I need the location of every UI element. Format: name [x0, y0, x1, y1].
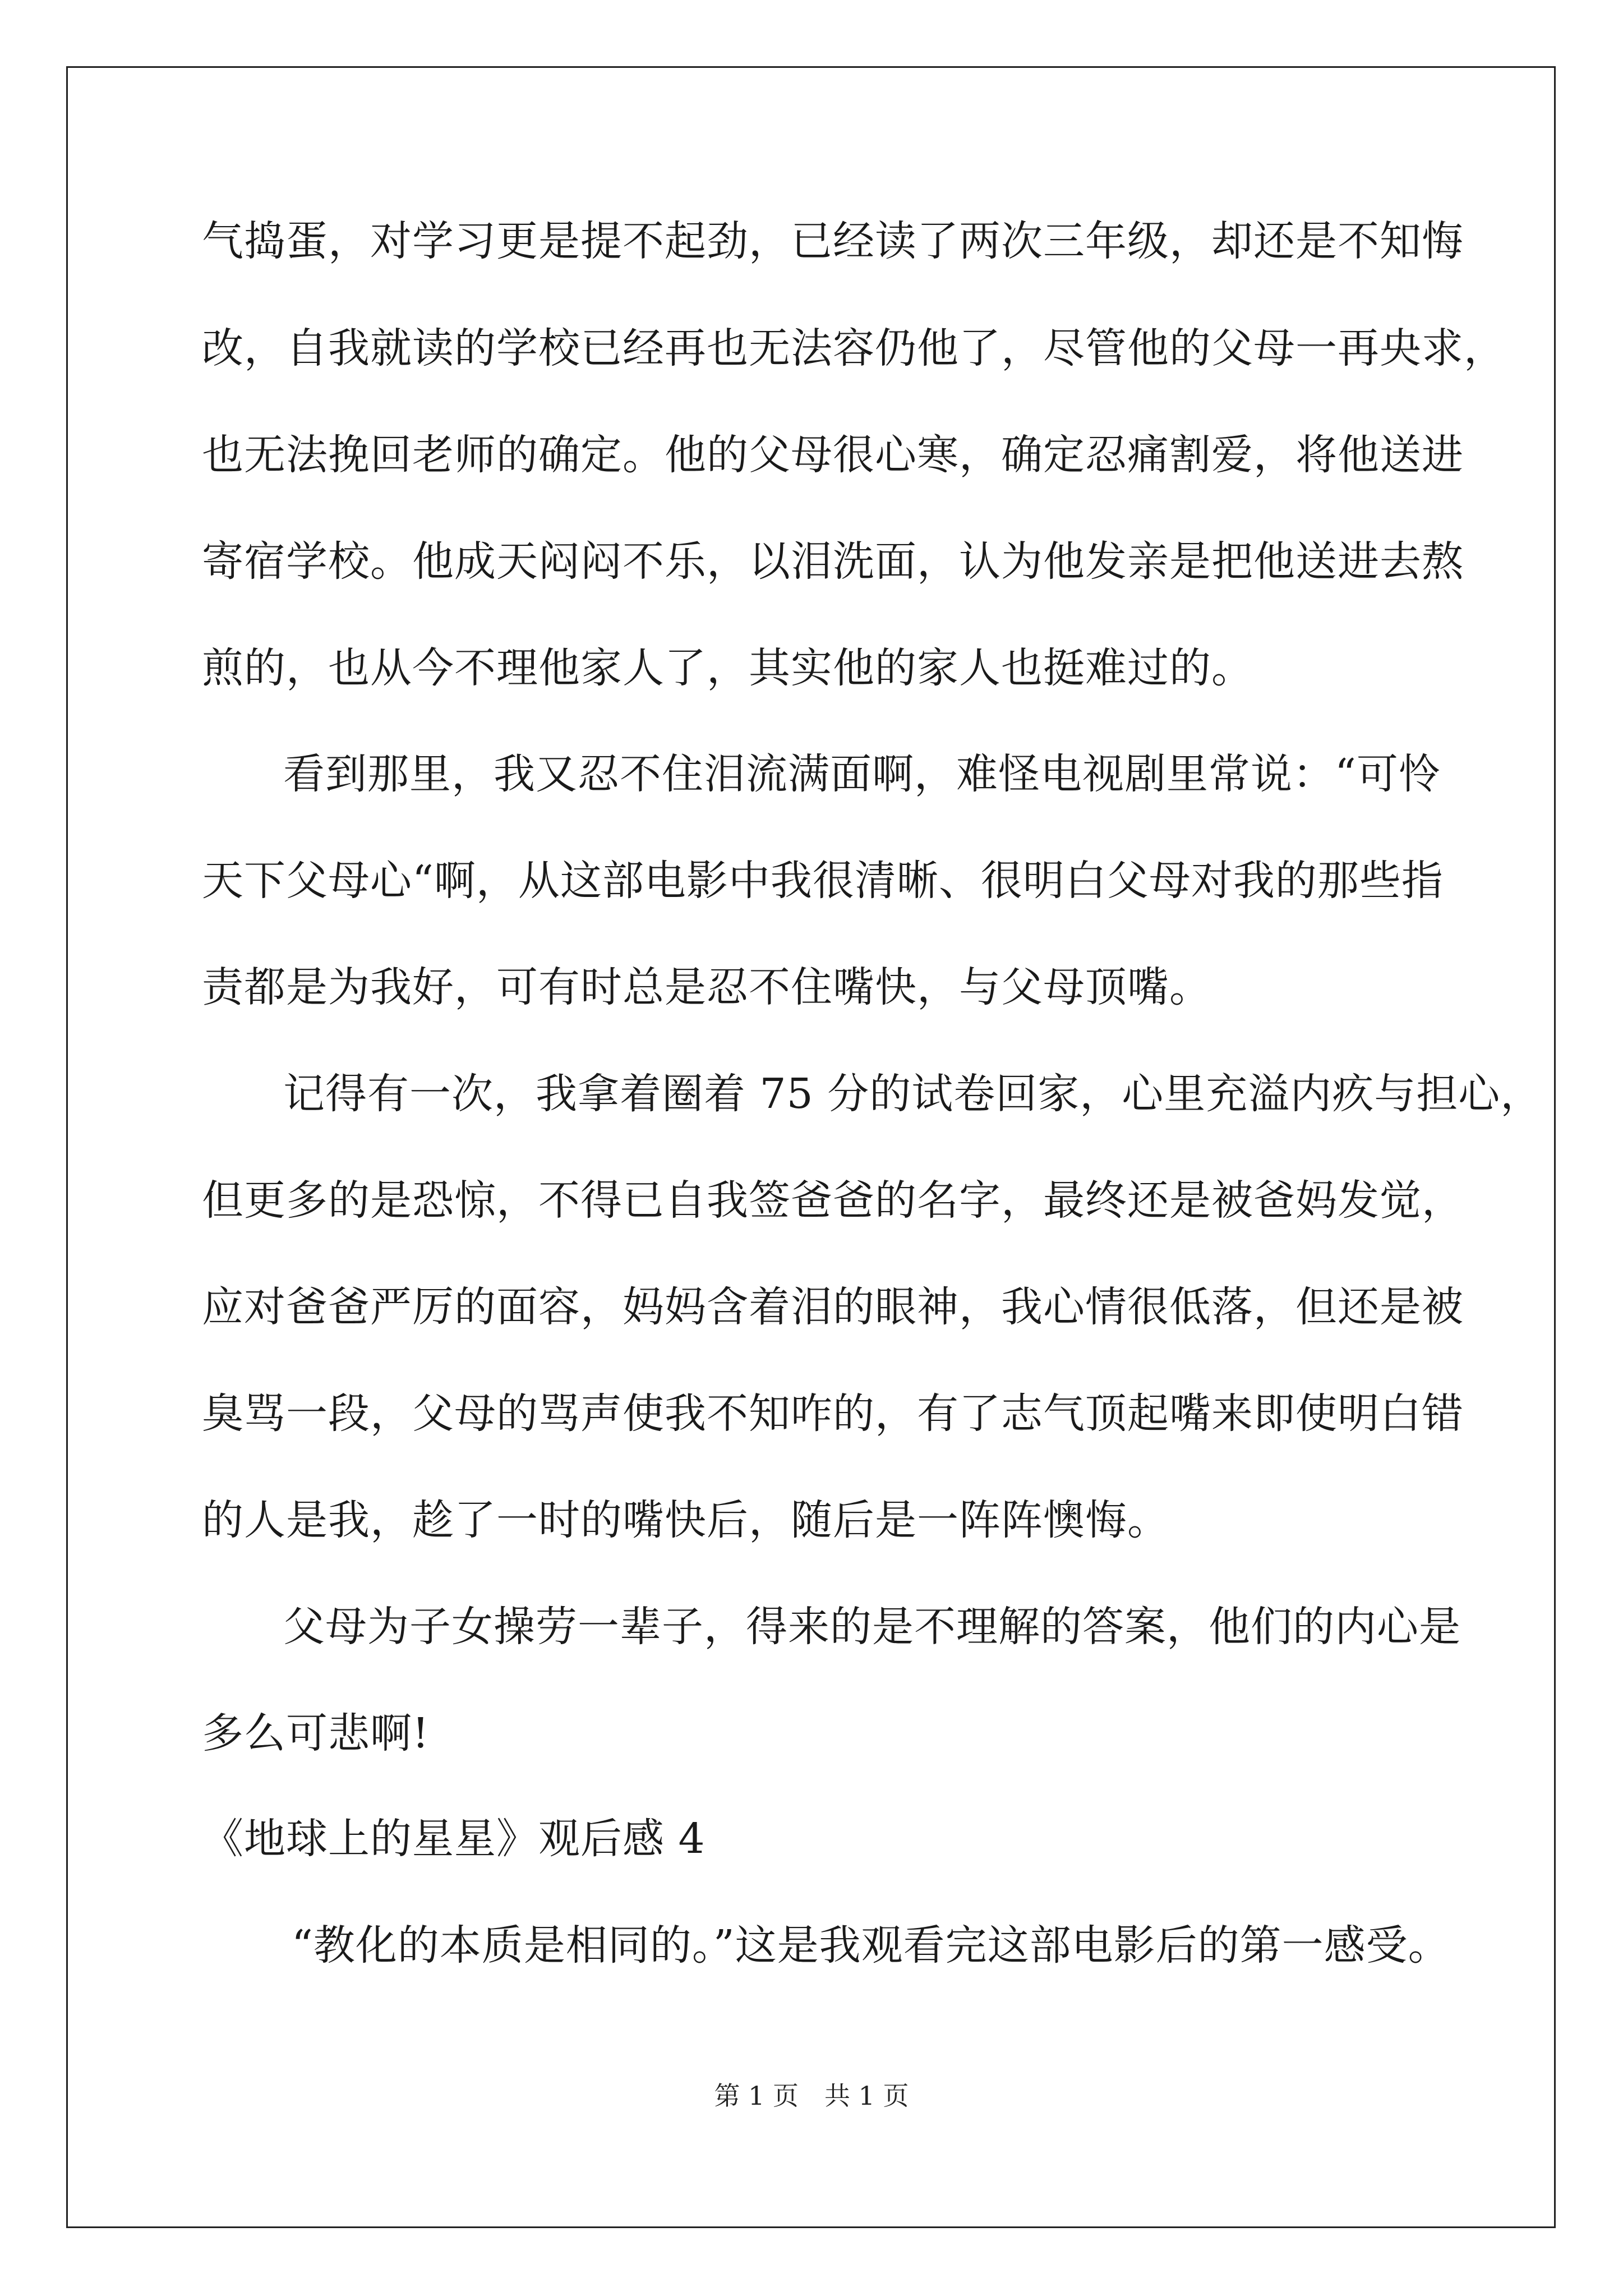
paragraph-line-15: 多么可悲啊!	[202, 1709, 430, 1757]
paragraph-line-14: 父母为子女操劳一辈子，得来的是不理解的答案，他们的内心是	[283, 1603, 1461, 1651]
paragraph-line-1: 气捣蛋，对学习更是提不起劲，已经读了两次三年级，却还是不知悔	[202, 217, 1464, 265]
paragraph-line-9: 记得有一次，我拿着圈着 75 分的试卷回家，心里充溢内疚与担心，	[283, 1070, 1543, 1118]
paragraph-line-13: 的人是我，趁了一时的嘴快后，随后是一阵阵懊悔。	[202, 1496, 1169, 1544]
paragraph-line-11: 应对爸爸严厉的面容，妈妈含着泪的眼神，我心情很低落，但还是被	[202, 1283, 1464, 1331]
paragraph-line-3: 也无法挽回老师的确定。他的父母很心寒，确定忍痛割爱，将他送进	[202, 431, 1464, 479]
page-footer: 第 1 页 共 1 页	[714, 2081, 909, 2111]
page-border	[66, 66, 1556, 2228]
paragraph-line-12: 臭骂一段，父母的骂声使我不知咋的，有了志气顶起嘴来即使明白错	[202, 1389, 1464, 1438]
paragraph-line-17: “教化的本质是相同的。”这是我观看完这部电影后的第一感受。	[292, 1921, 1450, 1970]
paragraph-line-5: 煎的，也从今不理他家人了，其实他的家人也挺难过的。	[202, 644, 1253, 692]
paragraph-line-4: 寄宿学校。他成天闷闷不乐，以泪洗面，认为他发亲是把他送进去熬	[202, 537, 1464, 586]
section-heading: 《地球上的星星》观后感 4	[202, 1815, 706, 1863]
paragraph-line-6: 看到那里，我又忍不住泪流满面啊，难怪电视剧里常说：“可怜	[283, 750, 1441, 798]
paragraph-line-2: 改，自我就读的学校已经再也无法容仍他了，尽管他的父母一再央求，	[202, 324, 1506, 372]
paragraph-line-8: 责都是为我好，可有时总是忍不住嘴快，与父母顶嘴。	[202, 963, 1211, 1011]
paragraph-line-7: 天下父母心“啊，从这部电影中我很清晰、很明白父母对我的那些指	[202, 857, 1444, 905]
paragraph-line-10: 但更多的是恐惊，不得已自我签爸爸的名字，最终还是被爸妈发觉，	[202, 1176, 1464, 1225]
